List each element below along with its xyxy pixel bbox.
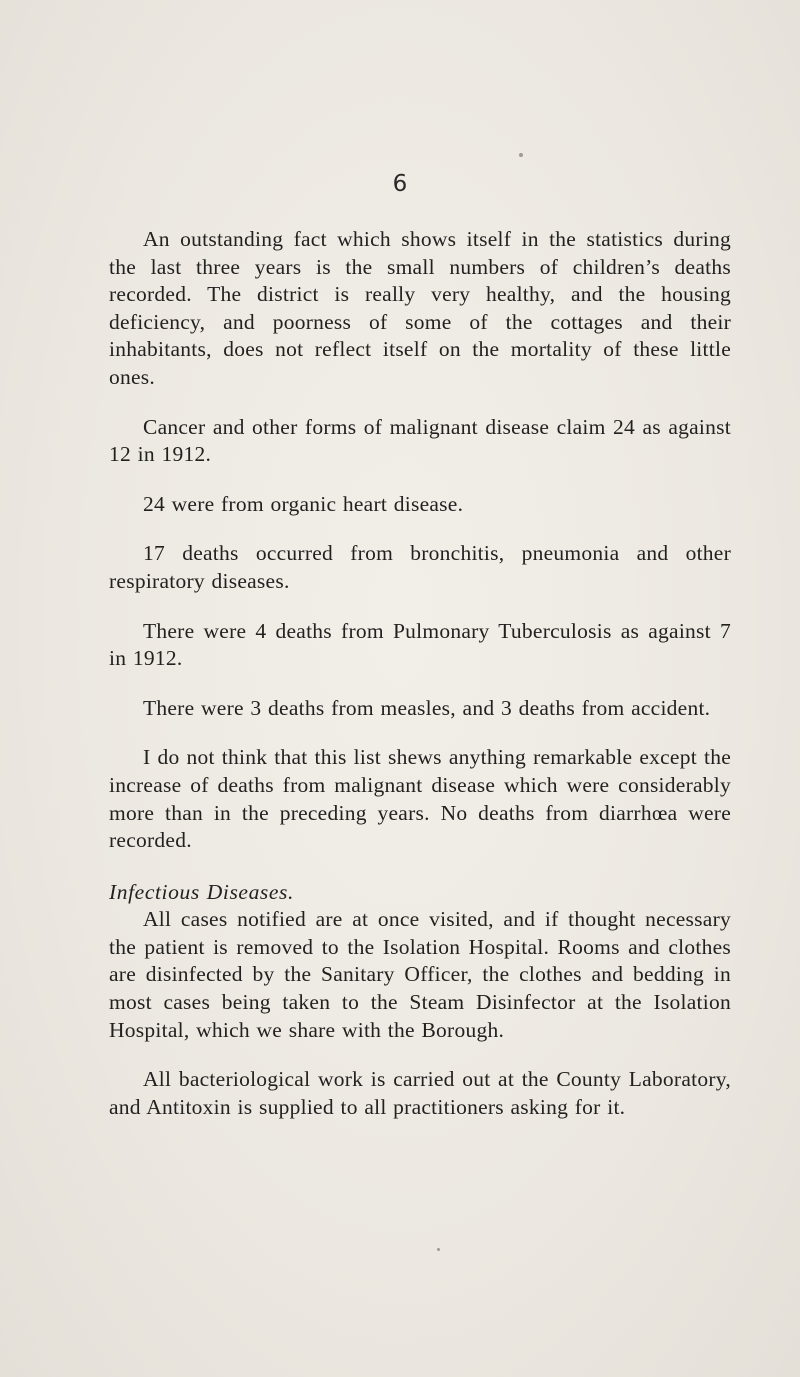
paper-speck [437, 1248, 440, 1251]
paragraph-tuberculosis: There were 4 deaths from Pulmonary Tuberculosis as against 7 in 1912. [109, 618, 731, 671]
paragraph-heart-disease: 24 were from organic heart disease. [143, 491, 464, 516]
paper-speck [519, 153, 523, 157]
document-body [109, 226, 731, 1143]
paragraph-respiratory: 17 deaths occurred from bronchitis, pneumonia and other respiratory diseases. [109, 541, 731, 593]
page-number: 6 [392, 171, 408, 197]
paragraph-childrens-deaths: An outstanding fact which shows itself in the statistics during the last three years is the small numbers of children’s deaths recorded. The district is really very healthy, and the housing deficiency, and poorness of some of the cottages and their inhabitants, does not reflect itself on the mortality of these little ones. [109, 227, 731, 389]
paragraph-bacteriological: All bacteriological work is carried out at the County Laboratory, and Antitoxin is supplied to all practitioners asking for it. [109, 1067, 731, 1119]
section-heading-infectious-diseases: Infectious Diseases. [109, 879, 294, 904]
paragraph-measles-accident: There were 3 deaths from measles, and 3 deaths from accident. [143, 695, 711, 720]
paragraph-remarks: I do not think that this list shews anything remarkable except the increase of deaths from malignant disease which were considerably more than in the preceding years. No deaths from diarrhœa were recorded. [109, 745, 731, 853]
paragraph-cancer: Cancer and other forms of malignant disease claim 24 as against 12 in 1912. [109, 414, 731, 467]
paragraph-isolation: All cases notified are at once visited, and if thought necessary the patient is removed to the Isolation Hospital. Rooms and clothes are disinfected by the Sanitary Officer, the clothes and bedding in most cases being taken to the Steam Disinfector at the Isolation Hospital, which we share with the Borough. [109, 907, 731, 1042]
